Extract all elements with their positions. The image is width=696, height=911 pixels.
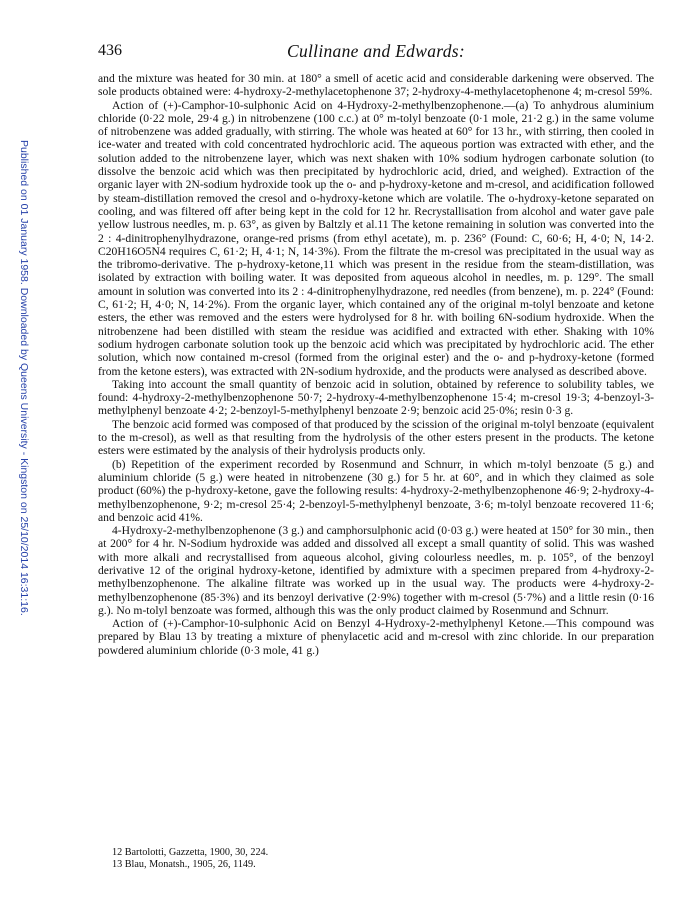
footnote-13: 13 Blau, Monatsh., 1905, 26, 1149.	[112, 859, 256, 871]
paragraph-6: 4-Hydroxy-2-methylbenzophenone (3 g.) and camphorsulphonic acid (0·03 g.) were heated at 150° for 30 min., then at 200° for 4 hr. N-Sodium hydroxide was added and dissolved all except a small quantity of solid. This was washed with more alkali and recrystallised from aqueous alcohol, giving colourless needles, m. p. 105°, of the benzoyl derivative 12 of the original hydroxy-ketone, identified by admixture with a specimen prepared from 4-hydroxy-2-methylbenzophenone. The alkaline filtrate was worked up in the usual way. The products were 4-hydroxy-2-methylbenzophenone (85·3%) and its benzoyl derivative (2·9%) together with m-cresol (5·7%) and a little resin (0·16 g.). No m-tolyl benzoate was formed, although this was the only product claimed by Rosenmund and Schnurr.	[98, 524, 654, 617]
paragraph-3: Taking into account the small quantity of benzoic acid in solution, obtained by reference to solubility tables, we found: 4-hydroxy-2-methylbenzophenone 50·7; 2-hydroxy-4-methylbenzophenone 15·4; m-cresol 19·3; 4-benzoyl-3-methylphenyl benzoate 4·2; 2-benzoyl-5-methylphenyl benzoate 2·9; benzoic acid 25·0%; resin 0·3 g.	[98, 377, 654, 418]
paragraph-1: and the mixture was heated for 30 min. at 180° a smell of acetic acid and considerable darkening were observed. The sole products obtained were: 4-hydroxy-2-methylacetophenone 37; 2-hydroxy-4-methylacetophenone 4; m-cresol 59%.	[98, 72, 654, 99]
page-number: 436	[98, 42, 122, 59]
paragraph-4: The benzoic acid formed was composed of that produced by the scission of the original m-tolyl benzoate (equivalent to the m-cresol), as well as that resulting from the hydrolysis of the other esters present in the products. The ketone esters were estimated by the analysis of their hydrolysis products only.	[98, 417, 654, 458]
footnote-12: 12 Bartolotti, Gazzetta, 1900, 30, 224.	[112, 847, 269, 858]
article-body	[98, 72, 654, 657]
footnotes	[98, 847, 654, 872]
download-notice	[2, 140, 30, 780]
download-notice-text: Published on 01 January 1958. Downloaded by Queens University - Kingston on 25/10/2014 16:31:16.	[18, 140, 30, 616]
running-title: Cullinane and Edwards:	[286, 41, 466, 61]
paragraph-2: Action of (+)-Camphor-10-sulphonic Acid on 4-Hydroxy-2-methylbenzophenone.—(a) To anhydrous aluminium chloride (0·22 mole, 29·4 g.) in nitrobenzene (100 c.c.) at 0° m-tolyl benzoate (0·1 mole, 21·2 g.) in the same volume of nitrobenzene was added gradually, with stirring. The whole was heated at 60° for 13 hr., with stirring, then cooled in ice-water and treated with cold concentrated hydrochloric acid. The aqueous portion was extracted with ether, and the solution added to the nitrobenzene layer, which was next shaken with 10% sodium hydrogen carbonate solution (to dissolve the benzoic acid which was then precipitated by hydrochloric acid, dried, and weighed). Extraction of the organic layer with 2N-sodium hydroxide took up the o- and p-hydroxy-ketone and m-cresol, and acidification followed by steam-distillation removed the cresol and o-hydroxy-ketone which are volatile. The o-hydroxy-ketone separated on cooling, and was filtered off after being kept in the cold for 12 hr. Recrystallisation from alcohol and water gave pale yellow lustrous needles, m. p. 63°, as given by Baltzly et al.11 The ketone remaining in solution was converted into the 2 : 4-dinitrophenylhydrazone, orange-red prisms (from ethyl acetate), m. p. 236° (Found: C, 60·6; H, 4·0; N, 14·2. C20H16O5N4 requires C, 61·2; H, 4·1; N, 14·3%). From the filtrate the m-cresol was precipitated in the usual way as the tribromo-derivative. The p-hydroxy-ketone,11 which was present in the residue from the steam-distillation, was isolated by extraction with boiling water. It was deposited from aqueous alcohol in needles, m. p. 129°. The small amount in solution was converted into its 2 : 4-dinitrophenylhydrazone, red needles (from benzene), m. p. 224° (Found: C, 61·2; H, 4·0; N, 14·2%). From the organic layer, which contained any of the original m-tolyl benzoate and ketone esters, the ether was removed and the esters were hydrolysed for 8 hr. with boiling 6N-sodium hydroxide. When the nitrobenzene had been distilled with steam the residue was acidified and extracted with ether. Shaking with 10% sodium hydrogen carbonate solution took up the benzoic acid which was precipitated by hydrochloric acid. The ether solution, which now contained m-cresol (formed from the original ester) and the o- and p-hydroxy-ketone (formed from the ketone esters), was extracted with 2N-sodium hydroxide, and the products were analysed as described above.	[98, 98, 654, 378]
paragraph-7: Action of (+)-Camphor-10-sulphonic Acid on Benzyl 4-Hydroxy-2-methylphenyl Ketone.—This compound was prepared by Blau 13 by treating a mixture of phenylacetic acid and m-cresol with zinc chloride. In our preparation powdered aluminium chloride (0·3 mole, 41 g.)	[98, 617, 654, 657]
page-header	[98, 42, 654, 64]
paragraph-5: (b) Repetition of the experiment recorded by Rosenmund and Schnurr, in which m-tolyl benzoate (5 g.) and aluminium chloride (5 g.) were heated in nitrobenzene (30 g.) for 5 hr. at 60°, and in which they claimed as sole product (60%) the p-hydroxy-ketone, gave the following results: 4-hydroxy-2-methylbenzophenone 46·9; 2-hydroxy-4-methylbenzophenone, 9·2; m-cresol 25·4; 2-benzoyl-5-methylphenyl benzoate, 3·6; m-tolyl benzoate recovered 11·6; and benzoic acid 41%.	[98, 457, 654, 524]
